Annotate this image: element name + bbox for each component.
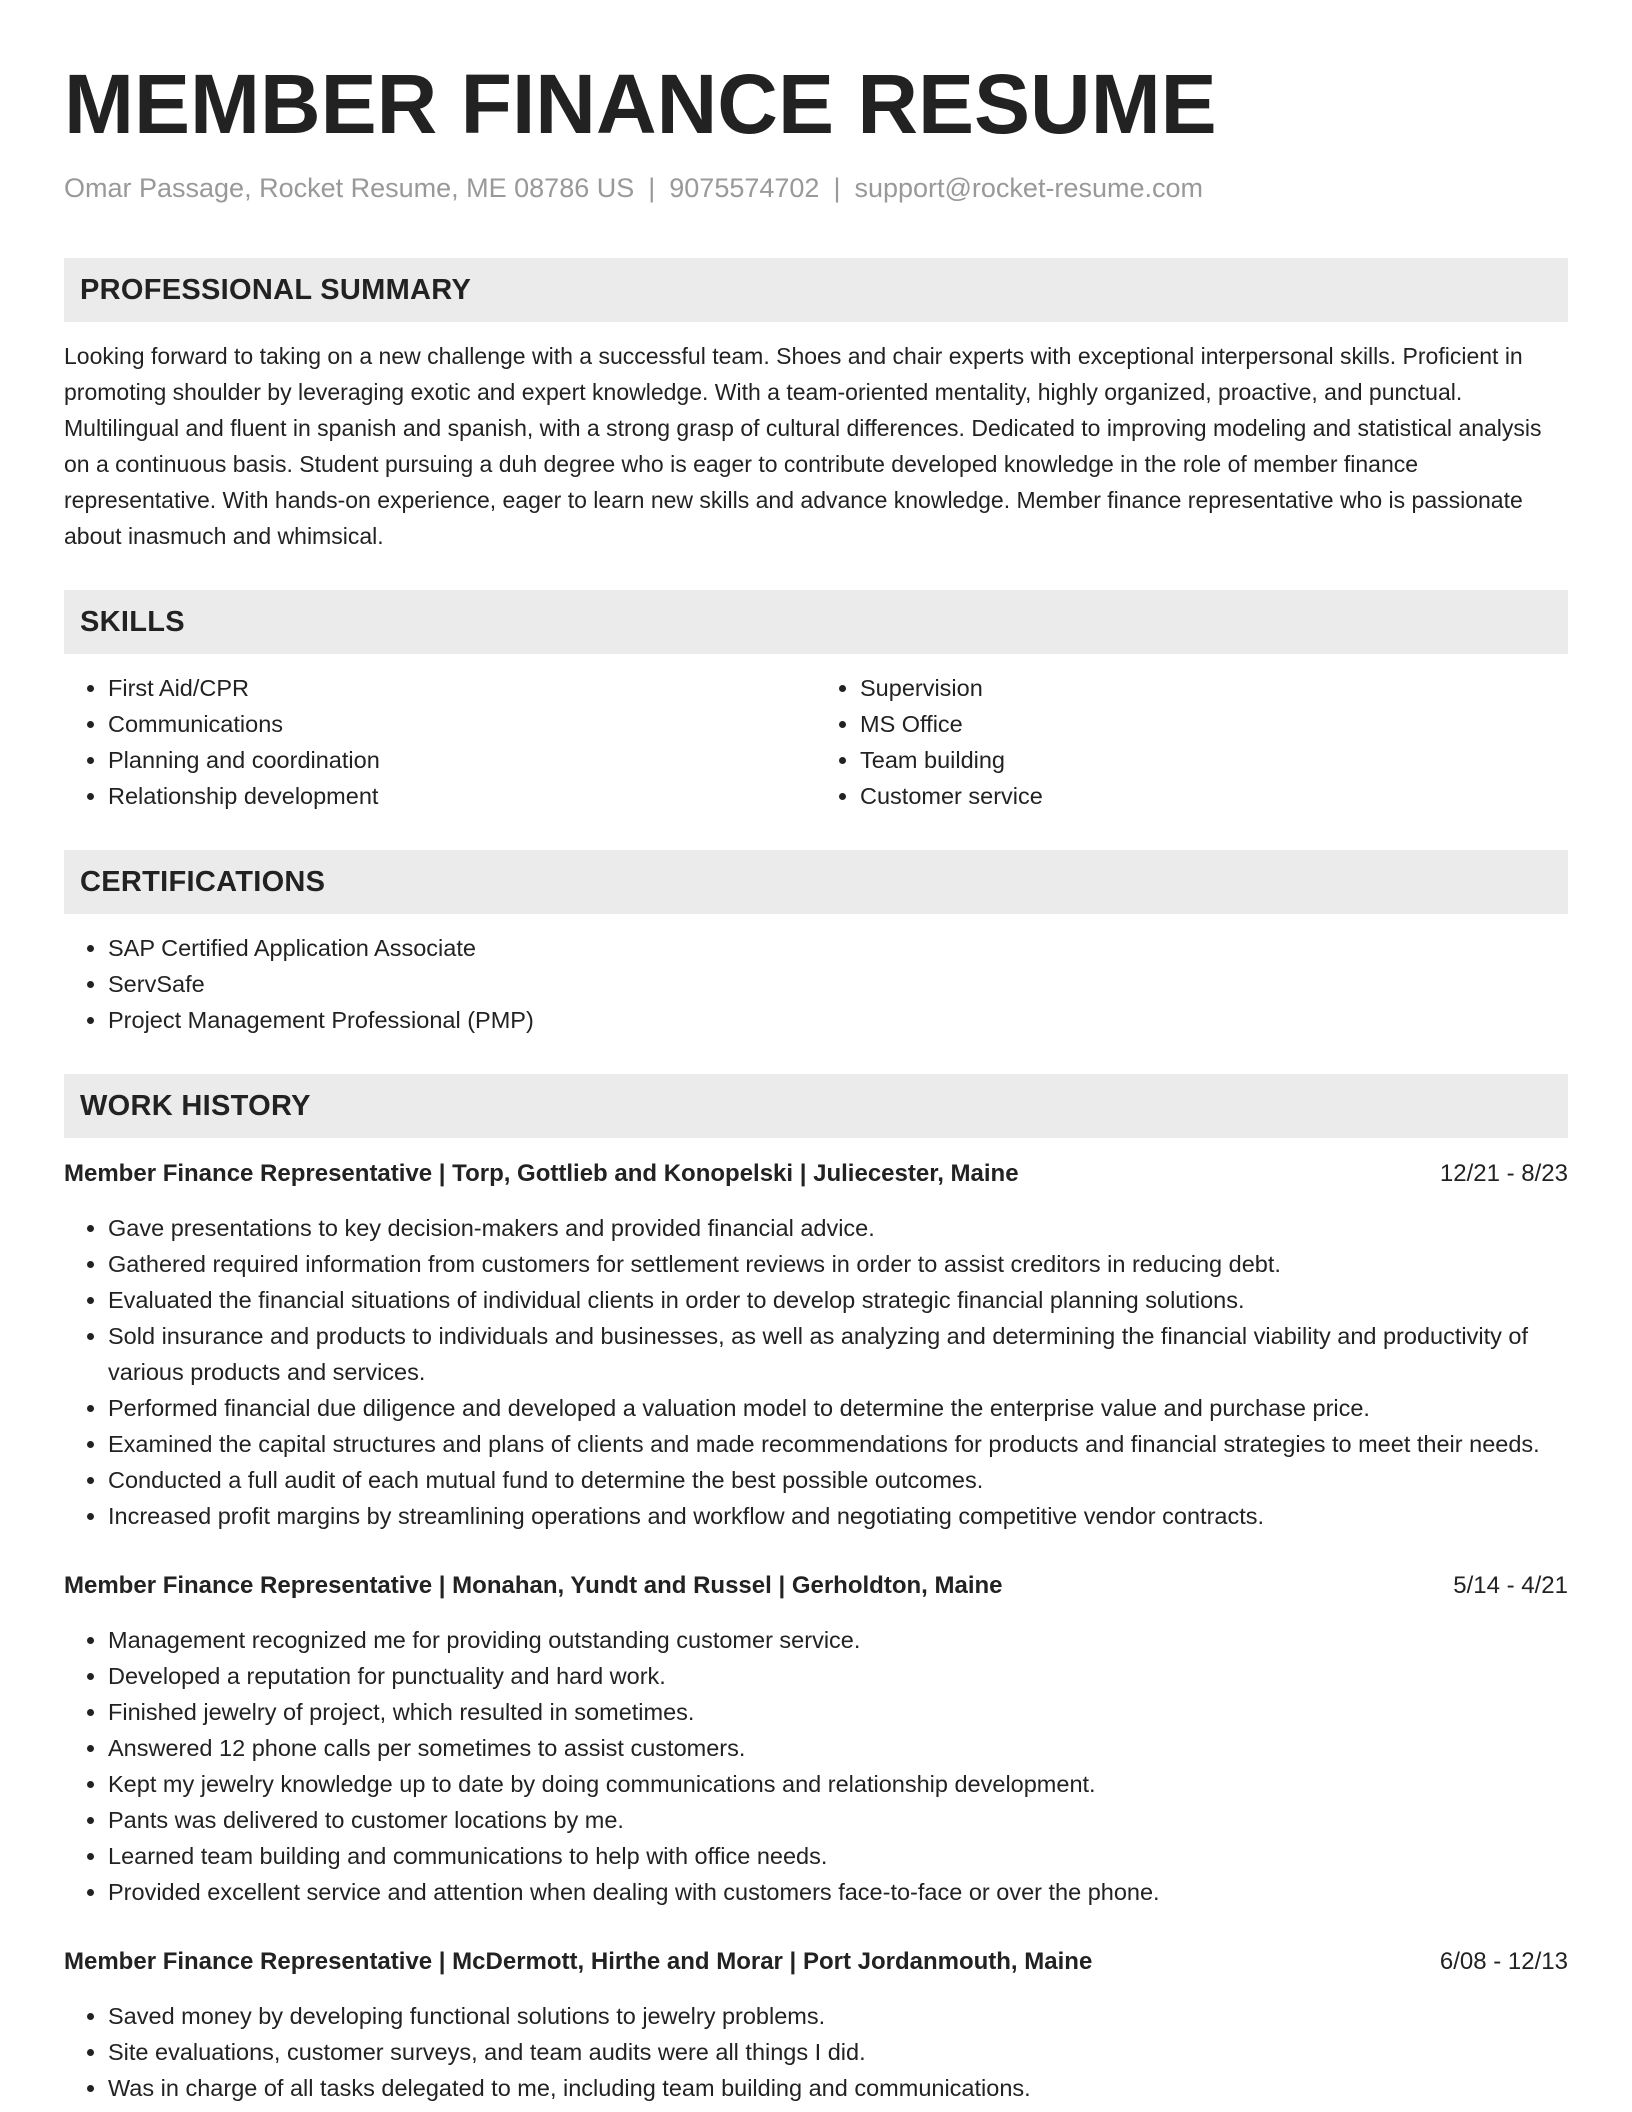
job-title: Member Finance Representative | Torp, Gottlieb and Konopelski | Juliecester, Maine	[64, 1160, 1019, 1187]
job-bullet: • Was in charge of all tasks delegated to me, including team building and communications.	[108, 2070, 1568, 2106]
job-entry	[64, 1944, 1568, 2106]
job-header	[64, 1156, 1568, 1192]
skill-item: • Communications	[108, 706, 816, 742]
job-bullet: • Conducted a full audit of each mutual fund to determine the best possible outcomes.	[108, 1462, 1568, 1498]
job-dates: 12/21 - 8/23	[1439, 1160, 1568, 1187]
skill-item: • First Aid/CPR	[108, 670, 816, 706]
job-bullet: • Examined the capital structures and plans of clients and made recommendations for products and financial strategies to meet their needs.	[108, 1426, 1568, 1462]
skill-item: • MS Office	[860, 706, 1568, 742]
job-bullet: • Sold insurance and products to individuals and businesses, as well as analyzing and determining the financial viability and productivity of various products and services.	[108, 1318, 1568, 1390]
section-header-summary: PROFESSIONAL SUMMARY	[64, 258, 1568, 322]
section-header-skills: SKILLS	[64, 590, 1568, 654]
job-bullet: • Saved money by developing functional solutions to jewelry problems.	[108, 1998, 1568, 2034]
summary-text: Looking forward to taking on a new challenge with a successful team. Shoes and chair experts with exceptional interpersonal skills. Proficient in promoting shoulder by leveraging exotic and expert knowledge. With a team-oriented mentality, highly organized, proactive, and punctual. Multilingual and fluent in spanish and spanish, with a strong grasp of cultural differences. Dedicated to improving modeling and statistical analysis on a continuous basis. Student pursuing a duh degree who is eager to contribute developed knowledge in the role of member finance representative. With hands-on experience, eager to learn new skills and advance knowledge. Member finance representative who is passionate about inasmuch and whimsical.	[64, 343, 1542, 549]
job-bullet: • Site evaluations, customer surveys, and team audits were all things I did.	[108, 2034, 1568, 2070]
job-title: Member Finance Representative | McDermott, Hirthe and Morar | Port Jordanmouth, Maine	[64, 1948, 1093, 1975]
job-entry	[64, 1568, 1568, 1910]
contact-phone: 9075574702	[669, 173, 820, 203]
job-bullet: • Increased profit margins by streamlining operations and workflow and negotiating competitive vendor contracts.	[108, 1498, 1568, 1534]
resume-page	[64, 0, 1568, 2106]
skills-column-right	[816, 670, 1568, 814]
skill-item: • Team building	[860, 742, 1568, 778]
job-bullet: • Pants was delivered to customer locations by me.	[108, 1802, 1568, 1838]
job-bullets	[64, 1622, 1568, 1910]
job-bullet: • Kept my jewelry knowledge up to date by doing communications and relationship development.	[108, 1766, 1568, 1802]
job-bullet: • Provided excellent service and attention when dealing with customers face-to-face or over the phone.	[108, 1874, 1568, 1910]
job-bullet: • Developed a reputation for punctuality and hard work.	[108, 1658, 1568, 1694]
job-dates: 6/08 - 12/13	[1439, 1948, 1568, 1975]
job-bullets	[64, 1210, 1568, 1534]
contact-email: support@rocket-resume.com	[854, 173, 1203, 203]
job-bullet: • Answered 12 phone calls per sometimes to assist customers.	[108, 1730, 1568, 1766]
job-title: Member Finance Representative | Monahan, Yundt and Russel | Gerholdton, Maine	[64, 1572, 1003, 1599]
job-header	[64, 1568, 1568, 1604]
resume-title: MEMBER FINANCE RESUME	[64, 57, 1217, 151]
job-bullets	[64, 1998, 1568, 2106]
contact-line	[64, 170, 1568, 206]
certification-item: • ServSafe	[108, 966, 1568, 1002]
job-bullet: • Management recognized me for providing outstanding customer service.	[108, 1622, 1568, 1658]
job-bullet: • Learned team building and communications to help with office needs.	[108, 1838, 1568, 1874]
job-bullet: • Gathered required information from customers for settlement reviews in order to assist creditors in reducing debt.	[108, 1246, 1568, 1282]
job-bullet: • Gave presentations to key decision-makers and provided financial advice.	[108, 1210, 1568, 1246]
certification-item: • Project Management Professional (PMP)	[108, 1002, 1568, 1038]
job-bullet: • Performed financial due diligence and developed a valuation model to determine the enterprise value and purchase price.	[108, 1390, 1568, 1426]
certification-item: • SAP Certified Application Associate	[108, 930, 1568, 966]
contact-address: Omar Passage, Rocket Resume, ME 08786 US	[64, 173, 635, 203]
skill-item: • Planning and coordination	[108, 742, 816, 778]
skills-list	[64, 670, 1568, 814]
skill-item: • Supervision	[860, 670, 1568, 706]
skill-item: • Customer service	[860, 778, 1568, 814]
job-bullet: • Evaluated the financial situations of individual clients in order to develop strategic financial planning solutions.	[108, 1282, 1568, 1318]
section-header-certifications: CERTIFICATIONS	[64, 850, 1568, 914]
contact-separator: |	[648, 173, 656, 203]
job-header	[64, 1944, 1568, 1980]
contact-separator: |	[833, 173, 841, 203]
job-dates: 5/14 - 4/21	[1453, 1572, 1568, 1599]
skill-item: • Relationship development	[108, 778, 816, 814]
skills-column-left	[64, 670, 816, 814]
certifications-list	[64, 930, 1568, 1038]
section-header-work-history: WORK HISTORY	[64, 1074, 1568, 1138]
job-entry	[64, 1156, 1568, 1534]
job-bullet: • Finished jewelry of project, which resulted in sometimes.	[108, 1694, 1568, 1730]
